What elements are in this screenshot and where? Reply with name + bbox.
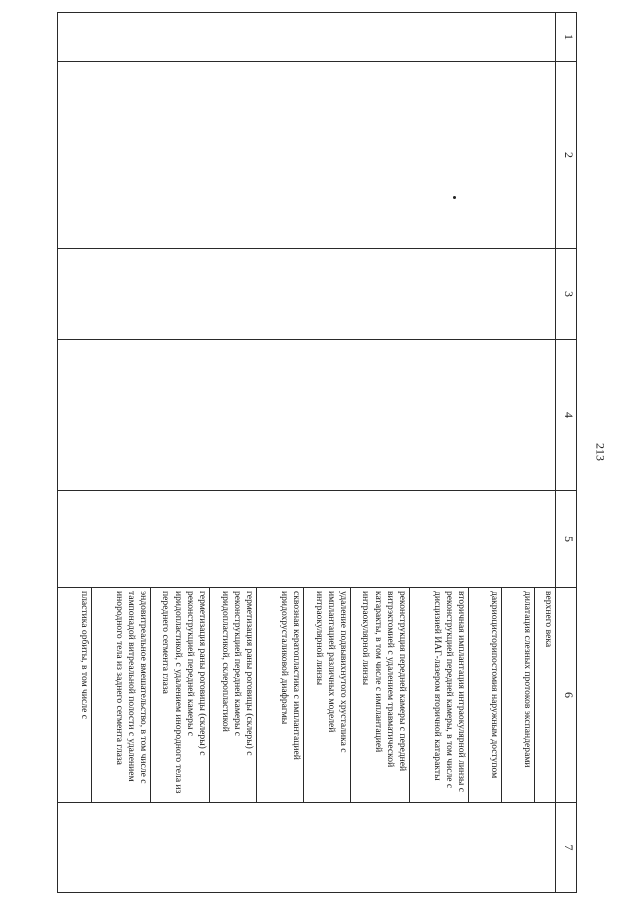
cell-col-7 bbox=[58, 803, 556, 893]
procedure-item: сквозная кератопластика с имплантацией иридохрусталиковой диафрагмы bbox=[256, 588, 303, 802]
procedure-item: реконструкция передней камеры с передней витрэктомией с удалением травматической катаракты, в том числе с имплантацией интраокулярной линзы bbox=[350, 588, 409, 802]
procedure-item: верхнего века bbox=[534, 588, 555, 802]
col-header-2: 2 bbox=[556, 62, 577, 249]
scan-speck bbox=[453, 196, 456, 199]
col-header-6: 6 bbox=[556, 588, 577, 803]
procedure-item: дилатация слезных протоков экспандерами bbox=[501, 588, 534, 802]
cell-col-3 bbox=[58, 249, 556, 340]
cell-col-4 bbox=[58, 340, 556, 491]
procedure-item: удаление подвывихнутого хрусталика с имплантацией различных моделей интраокулярной линзы bbox=[303, 588, 350, 802]
col-header-1: 1 bbox=[556, 13, 577, 62]
procedure-item: вторичная имплантация интраокулярной линзы с реконструкцией передней камеры, в том числе с дисцизией ИАГ-лазером вторичной катаракты bbox=[409, 588, 468, 802]
procedure-item: эндовитреальное вмешательство, в том числе с тампонадой витреальной полости с удалением инородного тела из заднего сегмента глаза bbox=[91, 588, 150, 802]
col-header-3: 3 bbox=[556, 249, 577, 340]
column-number-row bbox=[556, 13, 577, 893]
col-header-4: 4 bbox=[556, 340, 577, 491]
procedure-item: пластика орбиты, в том числе с bbox=[79, 591, 90, 719]
page-number: 213 bbox=[593, 443, 608, 461]
col-header-5: 5 bbox=[556, 491, 577, 588]
col-header-7: 7 bbox=[556, 803, 577, 893]
procedure-item: герметизация раны роговицы (склеры) с реконструкцией передней камеры с иридопластикой, с удалением инородного тела из переднего сегмента глаза bbox=[150, 588, 209, 802]
cell-col-5 bbox=[58, 491, 556, 588]
procedure-item: дакриоцисторипостомия наружным доступом bbox=[468, 588, 501, 802]
rotated-page bbox=[57, 12, 577, 885]
cell-col-2 bbox=[58, 62, 556, 249]
procedure-list bbox=[58, 588, 555, 802]
procedure-item: герметизация раны роговицы (склеры) с реконструкцией передней камеры с иридопластикой, склеропластикой bbox=[209, 588, 256, 802]
procedures-table bbox=[57, 12, 577, 893]
cell-col-6 bbox=[58, 588, 556, 803]
table-body-row bbox=[58, 13, 556, 893]
cell-col-1 bbox=[58, 13, 556, 62]
